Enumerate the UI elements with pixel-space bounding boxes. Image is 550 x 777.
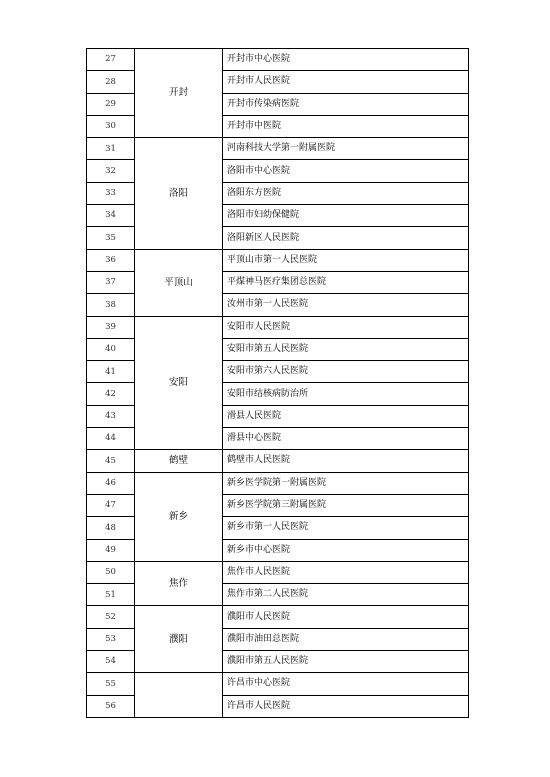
row-number: 27: [87, 49, 135, 71]
city-cell: 洛阳: [135, 138, 223, 249]
hospital-name-cell: 新乡医学院第一附属医院: [223, 472, 469, 494]
hospital-name-cell: 濮阳市人民医院: [223, 606, 469, 628]
hospital-name-cell: 鹤壁市人民医院: [223, 450, 469, 472]
row-number: 40: [87, 338, 135, 360]
hospital-name-cell: 许昌市人民医院: [223, 695, 469, 717]
row-number: 50: [87, 561, 135, 583]
hospital-name-cell: 滑县中心医院: [223, 428, 469, 450]
row-number: 53: [87, 628, 135, 650]
table-row: [87, 450, 469, 472]
city-cell: [135, 673, 223, 718]
row-number: 46: [87, 472, 135, 494]
table-row: [87, 606, 469, 628]
row-number: 42: [87, 383, 135, 405]
table-row: [87, 472, 469, 494]
city-cell: 新乡: [135, 472, 223, 561]
hospital-name-cell: 新乡医学院第三附属医院: [223, 494, 469, 516]
row-number: 29: [87, 93, 135, 115]
row-number: 52: [87, 606, 135, 628]
row-number: 33: [87, 182, 135, 204]
row-number: 43: [87, 405, 135, 427]
row-number: 38: [87, 294, 135, 316]
hospital-name-cell: 洛阳新区人民医院: [223, 227, 469, 249]
row-number: 34: [87, 205, 135, 227]
hospital-name-cell: 滑县人民医院: [223, 405, 469, 427]
city-cell: 平顶山: [135, 249, 223, 316]
hospital-table: [86, 48, 469, 718]
city-cell: 濮阳: [135, 606, 223, 673]
table-row: [87, 561, 469, 583]
row-number: 44: [87, 428, 135, 450]
hospital-name-cell: 平顶山市第一人民医院: [223, 249, 469, 271]
hospital-name-cell: 许昌市中心医院: [223, 673, 469, 695]
row-number: 51: [87, 584, 135, 606]
row-number: 47: [87, 494, 135, 516]
hospital-name-cell: 洛阳东方医院: [223, 182, 469, 204]
hospital-name-cell: 河南科技大学第一附属医院: [223, 138, 469, 160]
row-number: 48: [87, 517, 135, 539]
row-number: 55: [87, 673, 135, 695]
hospital-name-cell: 汝州市第一人民医院: [223, 294, 469, 316]
hospital-name-cell: 开封市中心医院: [223, 49, 469, 71]
hospital-name-cell: 焦作市人民医院: [223, 561, 469, 583]
row-number: 31: [87, 138, 135, 160]
row-number: 32: [87, 160, 135, 182]
city-cell: 焦作: [135, 561, 223, 606]
hospital-name-cell: 安阳市第五人民医院: [223, 338, 469, 360]
table-body: [87, 49, 469, 718]
row-number: 39: [87, 316, 135, 338]
hospital-name-cell: 开封市传染病医院: [223, 93, 469, 115]
row-number: 49: [87, 539, 135, 561]
row-number: 28: [87, 71, 135, 93]
row-number: 36: [87, 249, 135, 271]
row-number: 45: [87, 450, 135, 472]
table-row: [87, 49, 469, 71]
row-number: 37: [87, 271, 135, 293]
table-row: [87, 138, 469, 160]
hospital-name-cell: 开封市人民医院: [223, 71, 469, 93]
city-cell: 鹤壁: [135, 450, 223, 472]
row-number: 35: [87, 227, 135, 249]
hospital-name-cell: 焦作市第二人民医院: [223, 584, 469, 606]
hospital-name-cell: 洛阳市中心医院: [223, 160, 469, 182]
hospital-name-cell: 新乡市第一人民医院: [223, 517, 469, 539]
table-row: [87, 249, 469, 271]
hospital-name-cell: 平煤神马医疗集团总医院: [223, 271, 469, 293]
table-row: [87, 316, 469, 338]
city-cell: 安阳: [135, 316, 223, 450]
row-number: 30: [87, 115, 135, 137]
hospital-name-cell: 安阳市人民医院: [223, 316, 469, 338]
table-row: [87, 673, 469, 695]
hospital-name-cell: 濮阳市油田总医院: [223, 628, 469, 650]
hospital-name-cell: 濮阳市第五人民医院: [223, 651, 469, 673]
hospital-name-cell: 新乡市中心医院: [223, 539, 469, 561]
hospital-name-cell: 安阳市第六人民医院: [223, 361, 469, 383]
row-number: 54: [87, 651, 135, 673]
city-cell: 开封: [135, 49, 223, 138]
hospital-name-cell: 安阳市结核病防治所: [223, 383, 469, 405]
hospital-name-cell: 洛阳市妇幼保健院: [223, 205, 469, 227]
row-number: 41: [87, 361, 135, 383]
hospital-name-cell: 开封市中医院: [223, 115, 469, 137]
row-number: 56: [87, 695, 135, 717]
